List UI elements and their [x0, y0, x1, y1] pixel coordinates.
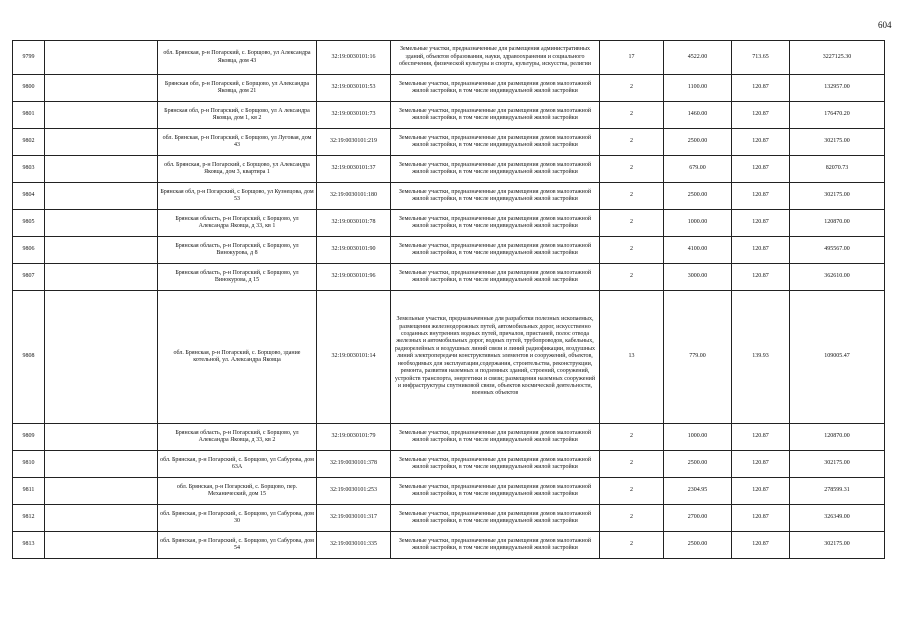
- area-cell: 4100.00: [664, 237, 732, 264]
- address-cell: обл. Брянская, р-н Погарский, с. Борщово, здание котельной, ул. Александра Яковца: [158, 291, 317, 424]
- table-row: [13, 505, 885, 532]
- row-number: 9806: [13, 237, 45, 264]
- group-code-cell: 2: [600, 424, 664, 451]
- specific-value-cell: 120.87: [732, 478, 790, 505]
- land-use-description-cell: Земельные участки, предназначенные для размещения домов малоэтажной жилой застройки, в том числе индивидуальной жилой застройки: [391, 102, 600, 129]
- table-row: [13, 237, 885, 264]
- row-number: 9805: [13, 210, 45, 237]
- land-use-description-cell: Земельные участки, предназначенные для размещения домов малоэтажной жилой застройки, в том числе индивидуальной жилой застройки: [391, 75, 600, 102]
- area-cell: 2500.00: [664, 532, 732, 559]
- row-number: 9809: [13, 424, 45, 451]
- area-cell: 4522.00: [664, 41, 732, 75]
- area-cell: 679.00: [664, 156, 732, 183]
- area-cell: 2500.00: [664, 451, 732, 478]
- group-code-cell: 2: [600, 237, 664, 264]
- spacer-cell: [45, 129, 158, 156]
- land-use-description-cell: Земельные участки, предназначенные для размещения домов малоэтажной жилой застройки, в том числе индивидуальной жилой застройки: [391, 237, 600, 264]
- cadastral-value-cell: 278599.31: [790, 478, 885, 505]
- land-use-description-cell: Земельные участки, предназначенные для размещения домов малоэтажной жилой застройки, в том числе индивидуальной жилой застройки: [391, 478, 600, 505]
- address-cell: обл. Брянская, р-н Погарский, с. Борщово, ул Сабурова, дом 63А: [158, 451, 317, 478]
- spacer-cell: [45, 156, 158, 183]
- group-code-cell: 2: [600, 129, 664, 156]
- cadastral-number-cell: 32:19:0030101:73: [317, 102, 391, 129]
- cadastral-value-cell: 326349.00: [790, 505, 885, 532]
- specific-value-cell: 139.93: [732, 291, 790, 424]
- address-cell: обл. Брянская, р-н Погарский, с Борщово, ул Луговая, дом 43: [158, 129, 317, 156]
- specific-value-cell: 120.87: [732, 451, 790, 478]
- cadastral-number-cell: 32:19:0030101:96: [317, 264, 391, 291]
- row-number: 9810: [13, 451, 45, 478]
- area-cell: 3000.00: [664, 264, 732, 291]
- cadastral-number-cell: 32:19:0030101:16: [317, 41, 391, 75]
- group-code-cell: 2: [600, 264, 664, 291]
- row-number: 9801: [13, 102, 45, 129]
- spacer-cell: [45, 532, 158, 559]
- table-row: [13, 424, 885, 451]
- cadastral-number-cell: 32:19:0030101:253: [317, 478, 391, 505]
- address-cell: обл. Брянская, р-н Погарский, с. Борщово, ул Сабурова, дом 54: [158, 532, 317, 559]
- cadastral-number-cell: 32:19:0030101:378: [317, 451, 391, 478]
- group-code-cell: 2: [600, 451, 664, 478]
- area-cell: 779.00: [664, 291, 732, 424]
- address-cell: обл. Брянская, р-н Погарский, с. Борщово, ул Сабурова, дом 30: [158, 505, 317, 532]
- group-code-cell: 17: [600, 41, 664, 75]
- spacer-cell: [45, 41, 158, 75]
- land-use-description-cell: Земельные участки, предназначенные для размещения домов малоэтажной жилой застройки, в том числе индивидуальной жилой застройки: [391, 264, 600, 291]
- address-cell: обл. Брянская, р-н Погарский, с. Борщово, ул Александра Яковца, дом 43: [158, 41, 317, 75]
- specific-value-cell: 120.87: [732, 183, 790, 210]
- address-cell: Брянская область, р-н Погарский, с Борщово, ул Винокурова, д 15: [158, 264, 317, 291]
- table-row: [13, 129, 885, 156]
- spacer-cell: [45, 237, 158, 264]
- cadastral-value-cell: 132957.00: [790, 75, 885, 102]
- cadastral-number-cell: 32:19:0030101:90: [317, 237, 391, 264]
- cadastral-value-cell: 302175.00: [790, 451, 885, 478]
- area-cell: 1460.00: [664, 102, 732, 129]
- row-number: 9808: [13, 291, 45, 424]
- cadastral-value-cell: 176470.20: [790, 102, 885, 129]
- area-cell: 1100.00: [664, 75, 732, 102]
- specific-value-cell: 120.87: [732, 75, 790, 102]
- land-use-description-cell: Земельные участки, предназначенные для разработки полезных ископаемых, размещения железнодорожных путей, автомобильных дорог, искусственно созданных внутренних водных путей, причалов, пристаней, полос отвода железных и автомобильных дорог, водных путей, трубопроводов, кабельных, радиорелейных и воздушных линий связи и линий радиофикации, воздушных линий электропередачи конструктивных элементов и сооружений, объектов, необходимых для эксплуатации,содержания, строительства, реконструкции, ремонта, развития наземных и подземных зданий, строений, сооружений, устройств транспорта, энергетики и связи; размещения наземных сооружений и инфраструктуры спутниковой связи, объектов космической деятельности, военных объектов: [391, 291, 600, 424]
- row-number: 9803: [13, 156, 45, 183]
- address-cell: Брянская область, р-н Погарский, с Борщово, ул Винокурова, д 8: [158, 237, 317, 264]
- land-use-description-cell: Земельные участки, предназначенные для размещения домов малоэтажной жилой застройки, в том числе индивидуальной жилой застройки: [391, 532, 600, 559]
- area-cell: 2500.00: [664, 183, 732, 210]
- cadastral-number-cell: 32:19:0030101:335: [317, 532, 391, 559]
- cadastral-value-cell: 120870.00: [790, 210, 885, 237]
- spacer-cell: [45, 183, 158, 210]
- table-row: [13, 75, 885, 102]
- cadastral-number-cell: 32:19:0030101:37: [317, 156, 391, 183]
- cadastral-value-cell: 120870.00: [790, 424, 885, 451]
- cadastral-value-cell: 495567.00: [790, 237, 885, 264]
- address-cell: Брянская область, р-н Погарский, с Борщово, ул Александра Яковца, д 33, кв 1: [158, 210, 317, 237]
- specific-value-cell: 120.87: [732, 505, 790, 532]
- specific-value-cell: 120.87: [732, 532, 790, 559]
- group-code-cell: 13: [600, 291, 664, 424]
- land-use-description-cell: Земельные участки, предназначенные для размещения домов малоэтажной жилой застройки, в том числе индивидуальной жилой застройки: [391, 210, 600, 237]
- cadastral-number-cell: 32:19:0030101:317: [317, 505, 391, 532]
- row-number: 9800: [13, 75, 45, 102]
- specific-value-cell: 120.87: [732, 129, 790, 156]
- area-cell: 2304.95: [664, 478, 732, 505]
- spacer-cell: [45, 505, 158, 532]
- table-row: [13, 210, 885, 237]
- land-use-description-cell: Земельные участки, предназначенные для размещения домов малоэтажной жилой застройки, в том числе индивидуальной жилой застройки: [391, 505, 600, 532]
- group-code-cell: 2: [600, 532, 664, 559]
- table-row: [13, 183, 885, 210]
- spacer-cell: [45, 451, 158, 478]
- group-code-cell: 2: [600, 210, 664, 237]
- table-row: [13, 156, 885, 183]
- land-use-description-cell: Земельные участки, предназначенные для размещения домов малоэтажной жилой застройки, в том числе индивидуальной жилой застройки: [391, 451, 600, 478]
- spacer-cell: [45, 291, 158, 424]
- specific-value-cell: 120.87: [732, 102, 790, 129]
- page-number: 604: [878, 20, 892, 30]
- table-row: [13, 291, 885, 424]
- row-number: 9804: [13, 183, 45, 210]
- address-cell: обл. Брянская, р-н Погарский, с Борщово, ул Александра Яковца, дом 3, квартира 1: [158, 156, 317, 183]
- address-cell: Брянская обл, р-н Погарский, с Борщово, ул Александра Яковца, дом 21: [158, 75, 317, 102]
- land-use-description-cell: Земельные участки, предназначенные для размещения домов малоэтажной жилой застройки, в том числе индивидуальной жилой застройки: [391, 424, 600, 451]
- cadastral-value-cell: 302175.00: [790, 129, 885, 156]
- group-code-cell: 2: [600, 75, 664, 102]
- specific-value-cell: 120.87: [732, 156, 790, 183]
- area-cell: 1000.00: [664, 210, 732, 237]
- row-number: 9812: [13, 505, 45, 532]
- cadastral-value-cell: 109005.47: [790, 291, 885, 424]
- cadastral-number-cell: 32:19:0030101:53: [317, 75, 391, 102]
- area-cell: 2500.00: [664, 129, 732, 156]
- specific-value-cell: 120.87: [732, 264, 790, 291]
- spacer-cell: [45, 478, 158, 505]
- group-code-cell: 2: [600, 183, 664, 210]
- group-code-cell: 2: [600, 505, 664, 532]
- table-row: [13, 41, 885, 75]
- row-number: 9799: [13, 41, 45, 75]
- cadastral-number-cell: 32:19:0030101:78: [317, 210, 391, 237]
- land-use-description-cell: Земельные участки, предназначенные для размещения домов малоэтажной жилой застройки, в том числе индивидуальной жилой застройки: [391, 156, 600, 183]
- row-number: 9813: [13, 532, 45, 559]
- specific-value-cell: 713.65: [732, 41, 790, 75]
- cadastral-number-cell: 32:19:0030101:219: [317, 129, 391, 156]
- table-row: [13, 478, 885, 505]
- table-row: [13, 264, 885, 291]
- row-number: 9802: [13, 129, 45, 156]
- spacer-cell: [45, 102, 158, 129]
- specific-value-cell: 120.87: [732, 237, 790, 264]
- group-code-cell: 2: [600, 156, 664, 183]
- cadastral-number-cell: 32:19:0030101:180: [317, 183, 391, 210]
- cadastral-value-cell: 302175.00: [790, 183, 885, 210]
- land-use-description-cell: Земельные участки, предназначенные для размещения домов малоэтажной жилой застройки, в том числе индивидуальной жилой застройки: [391, 183, 600, 210]
- cadastral-value-cell: 302175.00: [790, 532, 885, 559]
- address-cell: обл. Брянская, р-н Погарский, с. Борщово, пер. Механический, дом 15: [158, 478, 317, 505]
- cadastral-number-cell: 32:19:0030101:79: [317, 424, 391, 451]
- group-code-cell: 2: [600, 102, 664, 129]
- specific-value-cell: 120.87: [732, 210, 790, 237]
- land-parcel-table: [12, 40, 885, 559]
- address-cell: Брянская обл, р-н Погарский, с Борщово, ул А лександра Яковца, дом 1, кв 2: [158, 102, 317, 129]
- row-number: 9811: [13, 478, 45, 505]
- row-number: 9807: [13, 264, 45, 291]
- cadastral-value-cell: 362610.00: [790, 264, 885, 291]
- cadastral-number-cell: 32:19:0030101:14: [317, 291, 391, 424]
- cadastral-value-cell: 82070.73: [790, 156, 885, 183]
- table-row: [13, 532, 885, 559]
- area-cell: 1000.00: [664, 424, 732, 451]
- address-cell: Брянская область, р-н Погарский, с Борщово, ул Александра Яковца, д 33, кв 2: [158, 424, 317, 451]
- land-use-description-cell: Земельные участки, предназначенные для размещения домов малоэтажной жилой застройки, в том числе индивидуальной жилой застройки: [391, 129, 600, 156]
- spacer-cell: [45, 75, 158, 102]
- spacer-cell: [45, 264, 158, 291]
- spacer-cell: [45, 424, 158, 451]
- table-row: [13, 451, 885, 478]
- cadastral-value-cell: 3227125.30: [790, 41, 885, 75]
- area-cell: 2700.00: [664, 505, 732, 532]
- land-use-description-cell: Земельные участки, предназначенные для размещения административных зданий, объектов образования, науки, здравоохранения и социального обеспечения, физической культуры и спорта, культуры, искусства, религии: [391, 41, 600, 75]
- address-cell: Брянская обл, р-н Погарский, с Борщово, ул Кузнецова, дом 53: [158, 183, 317, 210]
- table-row: [13, 102, 885, 129]
- spacer-cell: [45, 210, 158, 237]
- specific-value-cell: 120.87: [732, 424, 790, 451]
- group-code-cell: 2: [600, 478, 664, 505]
